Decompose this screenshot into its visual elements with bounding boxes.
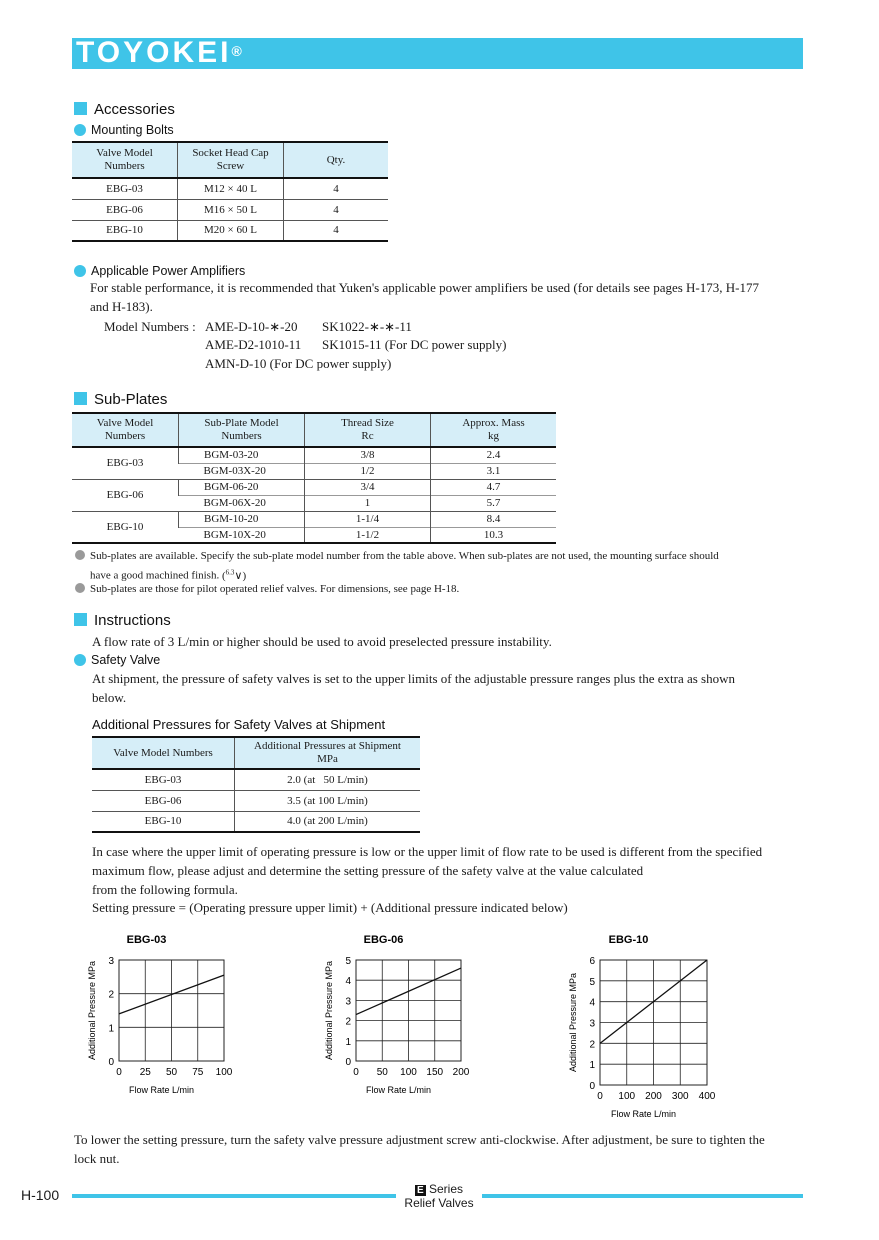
table-cell: EBG-10 bbox=[106, 520, 144, 533]
y-tick-label: 0 bbox=[108, 1057, 114, 1068]
power-amplifiers-heading bbox=[74, 263, 245, 279]
instructions-heading bbox=[74, 612, 171, 630]
table-cell: EBG-06 bbox=[144, 794, 182, 807]
model-number: AME-D2-1010-11 bbox=[205, 337, 302, 352]
x-tick-label: 75 bbox=[192, 1067, 204, 1078]
subplates-title: Sub-Plates bbox=[94, 391, 168, 408]
surface-finish-symbol: ($^{6.3}$∨) bbox=[221, 568, 247, 582]
mounting-bolts-table bbox=[72, 141, 388, 242]
square-bullet-icon bbox=[74, 102, 87, 115]
y-tick-label: 4 bbox=[589, 997, 595, 1009]
table-header-cell: Valve Model Numbers bbox=[72, 413, 179, 447]
table-cell: BGM-10X-20 bbox=[203, 528, 266, 541]
x-tick-label: 200 bbox=[452, 1067, 470, 1078]
table-row bbox=[72, 447, 556, 463]
note-text: have a good machined finish. bbox=[90, 569, 220, 582]
y-tick-label: 1 bbox=[345, 1036, 351, 1048]
table-row bbox=[72, 199, 388, 220]
table-row bbox=[92, 769, 420, 790]
additional-pressures-table bbox=[92, 736, 420, 833]
finish-value: 6.3 bbox=[225, 568, 235, 576]
table-header-row bbox=[72, 142, 388, 178]
model-number: SK1015-11 (For DC power supply) bbox=[322, 337, 507, 352]
mounting-bolts-heading bbox=[74, 122, 174, 138]
table-row bbox=[72, 220, 388, 241]
model-number: AME-D-10-∗-20 bbox=[205, 319, 298, 334]
accessories-heading bbox=[74, 101, 175, 119]
table-cell: EBG-06 bbox=[106, 203, 143, 216]
x-tick-label: 0 bbox=[353, 1067, 359, 1078]
model-number: SK1022-∗-∗-11 bbox=[322, 319, 412, 334]
table-header-cell: Approx. Mass kg bbox=[431, 413, 557, 447]
additional-pressures-title: Additional Pressures for Safety Valves at Shipment bbox=[92, 717, 386, 732]
chart-ebg-10 bbox=[560, 926, 740, 1126]
subplates-heading bbox=[74, 391, 167, 409]
header-bar bbox=[72, 38, 803, 69]
table-cell: 1 bbox=[305, 495, 431, 511]
y-tick-label: 2 bbox=[589, 1039, 595, 1051]
safety-valve-text-line2: below. bbox=[92, 690, 127, 705]
footer-rule-left bbox=[72, 1194, 396, 1198]
model-numbers-label: Model Numbers : bbox=[104, 319, 196, 334]
note-text: Sub-plates are those for pilot operated relief valves. For dimensions, see page H-18. bbox=[90, 583, 460, 595]
gray-bullet-icon bbox=[75, 550, 85, 560]
table-cell: EBG-03 bbox=[144, 773, 182, 786]
y-tick-label: 3 bbox=[589, 1018, 595, 1030]
square-bullet-icon bbox=[74, 613, 87, 626]
safety-valve-text-line1: At shipment, the pressure of safety valves is set to the upper limits of the adjustable pressure ranges plus the extra as shown bbox=[92, 671, 735, 686]
y-tick-label: 1 bbox=[589, 1060, 595, 1072]
x-axis-label: Flow Rate L/min bbox=[128, 1085, 195, 1095]
x-tick-label: 100 bbox=[400, 1067, 417, 1078]
x-tick-label: 25 bbox=[139, 1067, 151, 1078]
chart-title: EBG-10 bbox=[608, 934, 649, 946]
table-cell: EBG-03 bbox=[72, 447, 179, 479]
x-tick-label: 300 bbox=[671, 1091, 689, 1102]
table-cell: BGM-03X-20 bbox=[203, 465, 266, 477]
table-cell: 1/2 bbox=[305, 463, 431, 479]
footer-rule-right bbox=[482, 1194, 803, 1198]
registered-mark: ® bbox=[231, 43, 242, 59]
chart-title: EBG-06 bbox=[363, 934, 404, 946]
product-label: Relief Valves bbox=[404, 1196, 474, 1210]
table-cell: BGM-06-20 bbox=[179, 479, 305, 495]
table-cell: BGM-03-20 bbox=[179, 447, 305, 463]
table-cell: BGM-10-20 bbox=[179, 511, 305, 527]
series-mark-icon: E bbox=[416, 1185, 424, 1196]
table-header-cell: Valve Model Numbers bbox=[92, 737, 235, 769]
brand-name: TOYOKEI bbox=[76, 36, 232, 69]
x-axis-label: Flow Rate L/min bbox=[365, 1085, 432, 1095]
safety-valve-title: Safety Valve bbox=[91, 653, 161, 667]
x-tick-label: 100 bbox=[215, 1067, 233, 1078]
note-text: Sub-plates are available. Specify the sub-plate model number from the table above. When sub-plates are not used, the mounting surface should bbox=[90, 550, 719, 562]
table-cell: 1-1/2 bbox=[305, 527, 431, 543]
instructions-title: Instructions bbox=[94, 612, 171, 629]
x-tick-label: 200 bbox=[645, 1091, 662, 1102]
table-cell: 4 bbox=[284, 178, 389, 199]
table-header-row bbox=[72, 413, 556, 447]
table-row bbox=[72, 479, 556, 495]
table-cell: M16 × 50 L bbox=[178, 199, 284, 220]
y-tick-label: 3 bbox=[108, 956, 114, 967]
y-tick-label: 4 bbox=[345, 976, 351, 988]
x-tick-label: 50 bbox=[165, 1067, 178, 1078]
table-cell: M20 × 60 L bbox=[178, 220, 284, 241]
table-row bbox=[72, 178, 388, 199]
table-cell: 10.3 bbox=[431, 527, 557, 543]
y-tick-label: 2 bbox=[345, 1016, 351, 1028]
flow-rate-text: A flow rate of 3 L/min or higher should be used to avoid preselected pressure instability. bbox=[92, 634, 552, 649]
circle-bullet-icon bbox=[74, 654, 86, 666]
table-cell: EBG-10 bbox=[144, 815, 182, 828]
gray-bullet-icon bbox=[75, 583, 85, 593]
table-cell: 4 bbox=[284, 220, 389, 241]
accessories-title: Accessories bbox=[94, 101, 175, 118]
chart-title: EBG-03 bbox=[126, 934, 167, 946]
formula-text-line4: Setting pressure = (Operating pressure upper limit) + (Additional pressure indicated below) bbox=[92, 900, 568, 915]
circle-bullet-icon bbox=[74, 265, 86, 277]
safety-valve-heading bbox=[74, 652, 160, 668]
model-number: AMN-D-10 (For DC power supply) bbox=[205, 356, 392, 371]
table-cell: 8.4 bbox=[431, 511, 557, 527]
brand-logo bbox=[76, 36, 242, 70]
y-tick-label: 6 bbox=[589, 956, 595, 967]
x-axis-label: Flow Rate L/min bbox=[610, 1109, 677, 1119]
closing-text-line2: lock nut. bbox=[74, 1151, 120, 1166]
table-cell: 2.0 (at 50 L/min) bbox=[235, 769, 421, 790]
amplifiers-text-line1: For stable performance, it is recommended that Yuken's applicable power amplifiers be used (for details see pages H-173, H-177 bbox=[90, 280, 759, 295]
square-bullet-icon bbox=[74, 392, 87, 405]
subplate-note-2 bbox=[75, 581, 459, 597]
table-row bbox=[92, 811, 420, 832]
y-axis-label: Additional Pressure MPa bbox=[87, 960, 97, 1061]
chart-ebg-03 bbox=[80, 926, 260, 1106]
x-tick-label: 150 bbox=[426, 1067, 444, 1078]
table-header-cell: Additional Pressures at Shipment MPa bbox=[235, 737, 421, 769]
table-cell: 3/8 bbox=[305, 447, 431, 463]
y-tick-label: 5 bbox=[589, 976, 595, 988]
table-cell: 4.0 (at 200 L/min) bbox=[235, 811, 421, 832]
mounting-bolts-title: Mounting Bolts bbox=[91, 123, 174, 137]
y-axis-label: Additional Pressure MPa bbox=[324, 960, 334, 1061]
y-axis-label: Additional Pressure MPa bbox=[568, 972, 578, 1073]
x-tick-label: 100 bbox=[618, 1091, 636, 1102]
table-cell: M12 × 40 L bbox=[178, 178, 284, 199]
table-row bbox=[92, 790, 420, 811]
table-cell: EBG-03 bbox=[106, 182, 143, 195]
y-tick-label: 5 bbox=[345, 956, 351, 967]
x-tick-label: 0 bbox=[116, 1067, 122, 1078]
series-label: Series bbox=[429, 1182, 464, 1196]
footer-series bbox=[396, 1183, 482, 1210]
power-amplifiers-title: Applicable Power Amplifiers bbox=[91, 264, 246, 278]
y-tick-label: 3 bbox=[345, 996, 351, 1008]
table-cell: 3.5 (at 100 L/min) bbox=[235, 790, 421, 811]
table-cell: 5.7 bbox=[431, 495, 557, 511]
closing-text-line1: To lower the setting pressure, turn the safety valve pressure adjustment screw anti-clockwise. After adjustment, be sure to tighten the bbox=[74, 1132, 765, 1147]
y-tick-label: 2 bbox=[108, 989, 114, 1001]
table-cell: EBG-10 bbox=[106, 224, 143, 237]
table-header-cell: Valve Model Numbers bbox=[72, 142, 178, 178]
table-cell: 3/4 bbox=[305, 479, 431, 495]
circle-bullet-icon bbox=[74, 124, 86, 136]
table-cell: 4.7 bbox=[431, 479, 557, 495]
table-cell: 3.1 bbox=[431, 463, 557, 479]
table-cell: 2.4 bbox=[431, 447, 557, 463]
table-row bbox=[72, 511, 556, 527]
y-tick-label: 1 bbox=[108, 1023, 114, 1035]
formula-text-line3: from the following formula. bbox=[92, 882, 238, 897]
table-header-cell: Qty. bbox=[284, 142, 389, 178]
table-cell: BGM-06X-20 bbox=[203, 497, 266, 509]
chart-ebg-06 bbox=[315, 926, 495, 1106]
formula-text-line1: In case where the upper limit of operating pressure is low or the upper limit of flow rate to be used is different from the specified bbox=[92, 844, 763, 859]
formula-text-line2: maximum flow, please adjust and determine the setting pressure of the safety valve at the value calculated bbox=[92, 863, 644, 878]
y-tick-label: 0 bbox=[589, 1081, 595, 1092]
x-tick-label: 400 bbox=[698, 1091, 716, 1102]
subplate-note-1 bbox=[75, 548, 805, 564]
table-header-cell: Sub-Plate Model Numbers bbox=[179, 413, 305, 447]
page-number: H-100 bbox=[21, 1187, 60, 1203]
amplifiers-text-line2: and H-183). bbox=[90, 299, 153, 314]
y-tick-label: 0 bbox=[345, 1057, 351, 1068]
table-header-row bbox=[92, 737, 420, 769]
table-header-cell: Thread Size Rc bbox=[305, 413, 431, 447]
table-cell: 1-1/4 bbox=[305, 511, 431, 527]
table-cell: 4 bbox=[284, 199, 389, 220]
table-cell: EBG-06 bbox=[72, 479, 179, 511]
x-tick-label: 0 bbox=[597, 1091, 603, 1102]
x-tick-label: 50 bbox=[376, 1067, 388, 1078]
table-header-cell: Socket Head Cap Screw bbox=[178, 142, 284, 178]
subplates-table bbox=[72, 412, 556, 544]
